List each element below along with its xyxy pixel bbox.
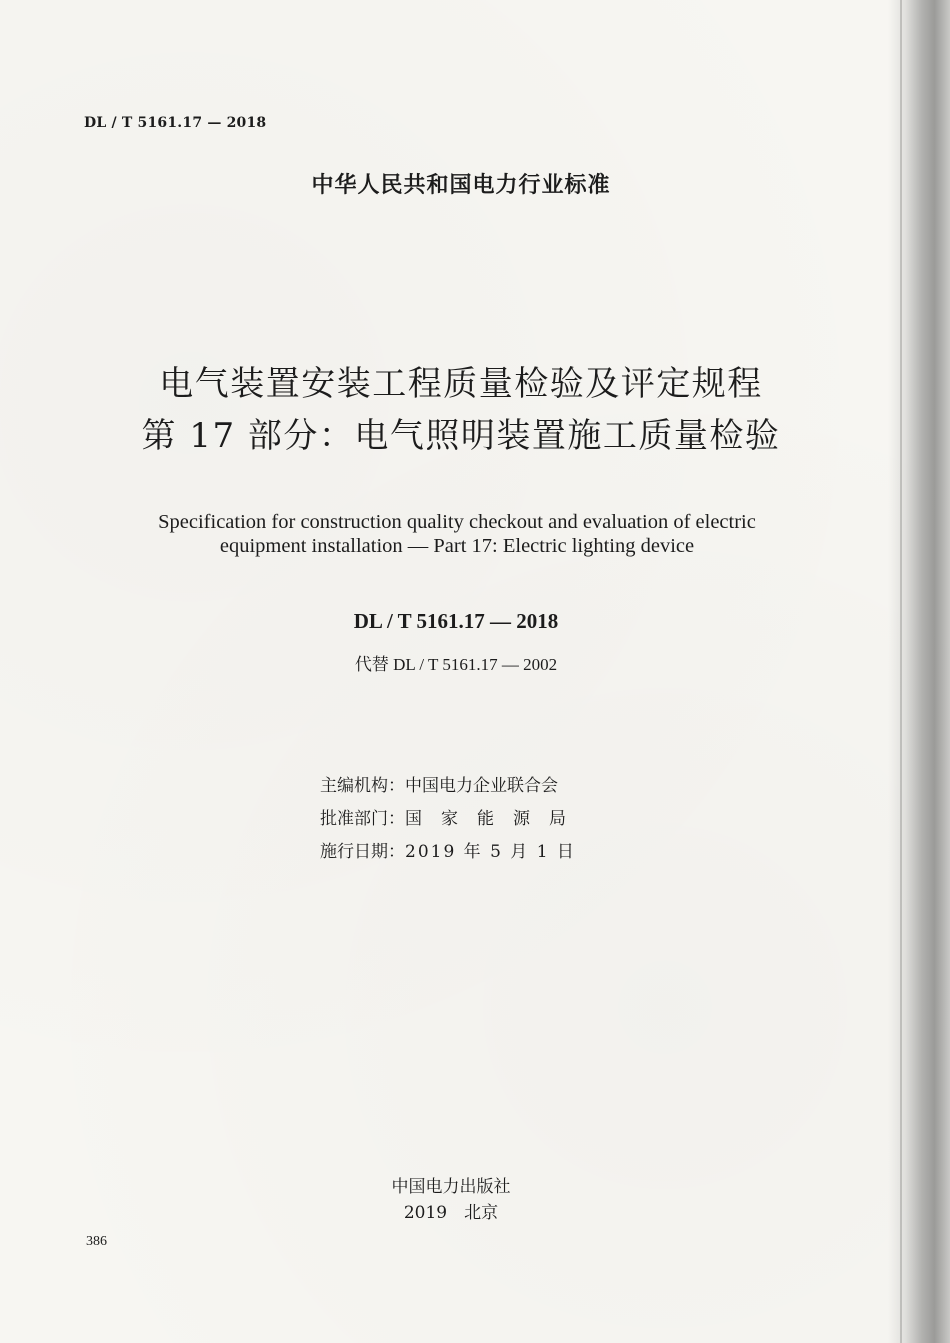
info-block [320,770,585,869]
effective-date-value: 2019 年 5 月 1 日 [405,842,576,862]
approver-value: 国家能源局 [405,809,585,829]
effective-date-label: 施行日期： [320,842,405,862]
approver-row [320,803,585,836]
replaces-standard: 代替 DL / T 5161.17 — 2002 [354,655,558,674]
editor-row [320,770,585,803]
publisher-block [0,1174,902,1226]
industry-standard-title: 中华人民共和国电力行业标准 [311,173,611,198]
header-standard-code: DL / T 5161.17 — 2018 [84,115,267,131]
editor-value: 中国电力企业联合会 [405,776,558,796]
effective-date-row [320,836,585,869]
publisher-year-city: 2019 北京 [403,1203,499,1223]
english-title-line-1: Specification for construction quality checkout and evaluation of electric [158,511,756,533]
editor-label: 主编机构： [320,776,405,796]
approver-label: 批准部门： [320,809,405,829]
english-title-line-2: equipment installation — Part 17: Electric lighting device [219,535,695,557]
main-title-line-2: 第 17 部分：电气照明装置施工质量检验 [141,416,781,456]
publisher-name: 中国电力出版社 [391,1177,511,1197]
page-number: 386 [86,1234,107,1249]
main-title-line-1: 电气装置安装工程质量检验及评定规程 [159,364,763,404]
standard-code: DL / T 5161.17 — 2018 [353,609,559,633]
